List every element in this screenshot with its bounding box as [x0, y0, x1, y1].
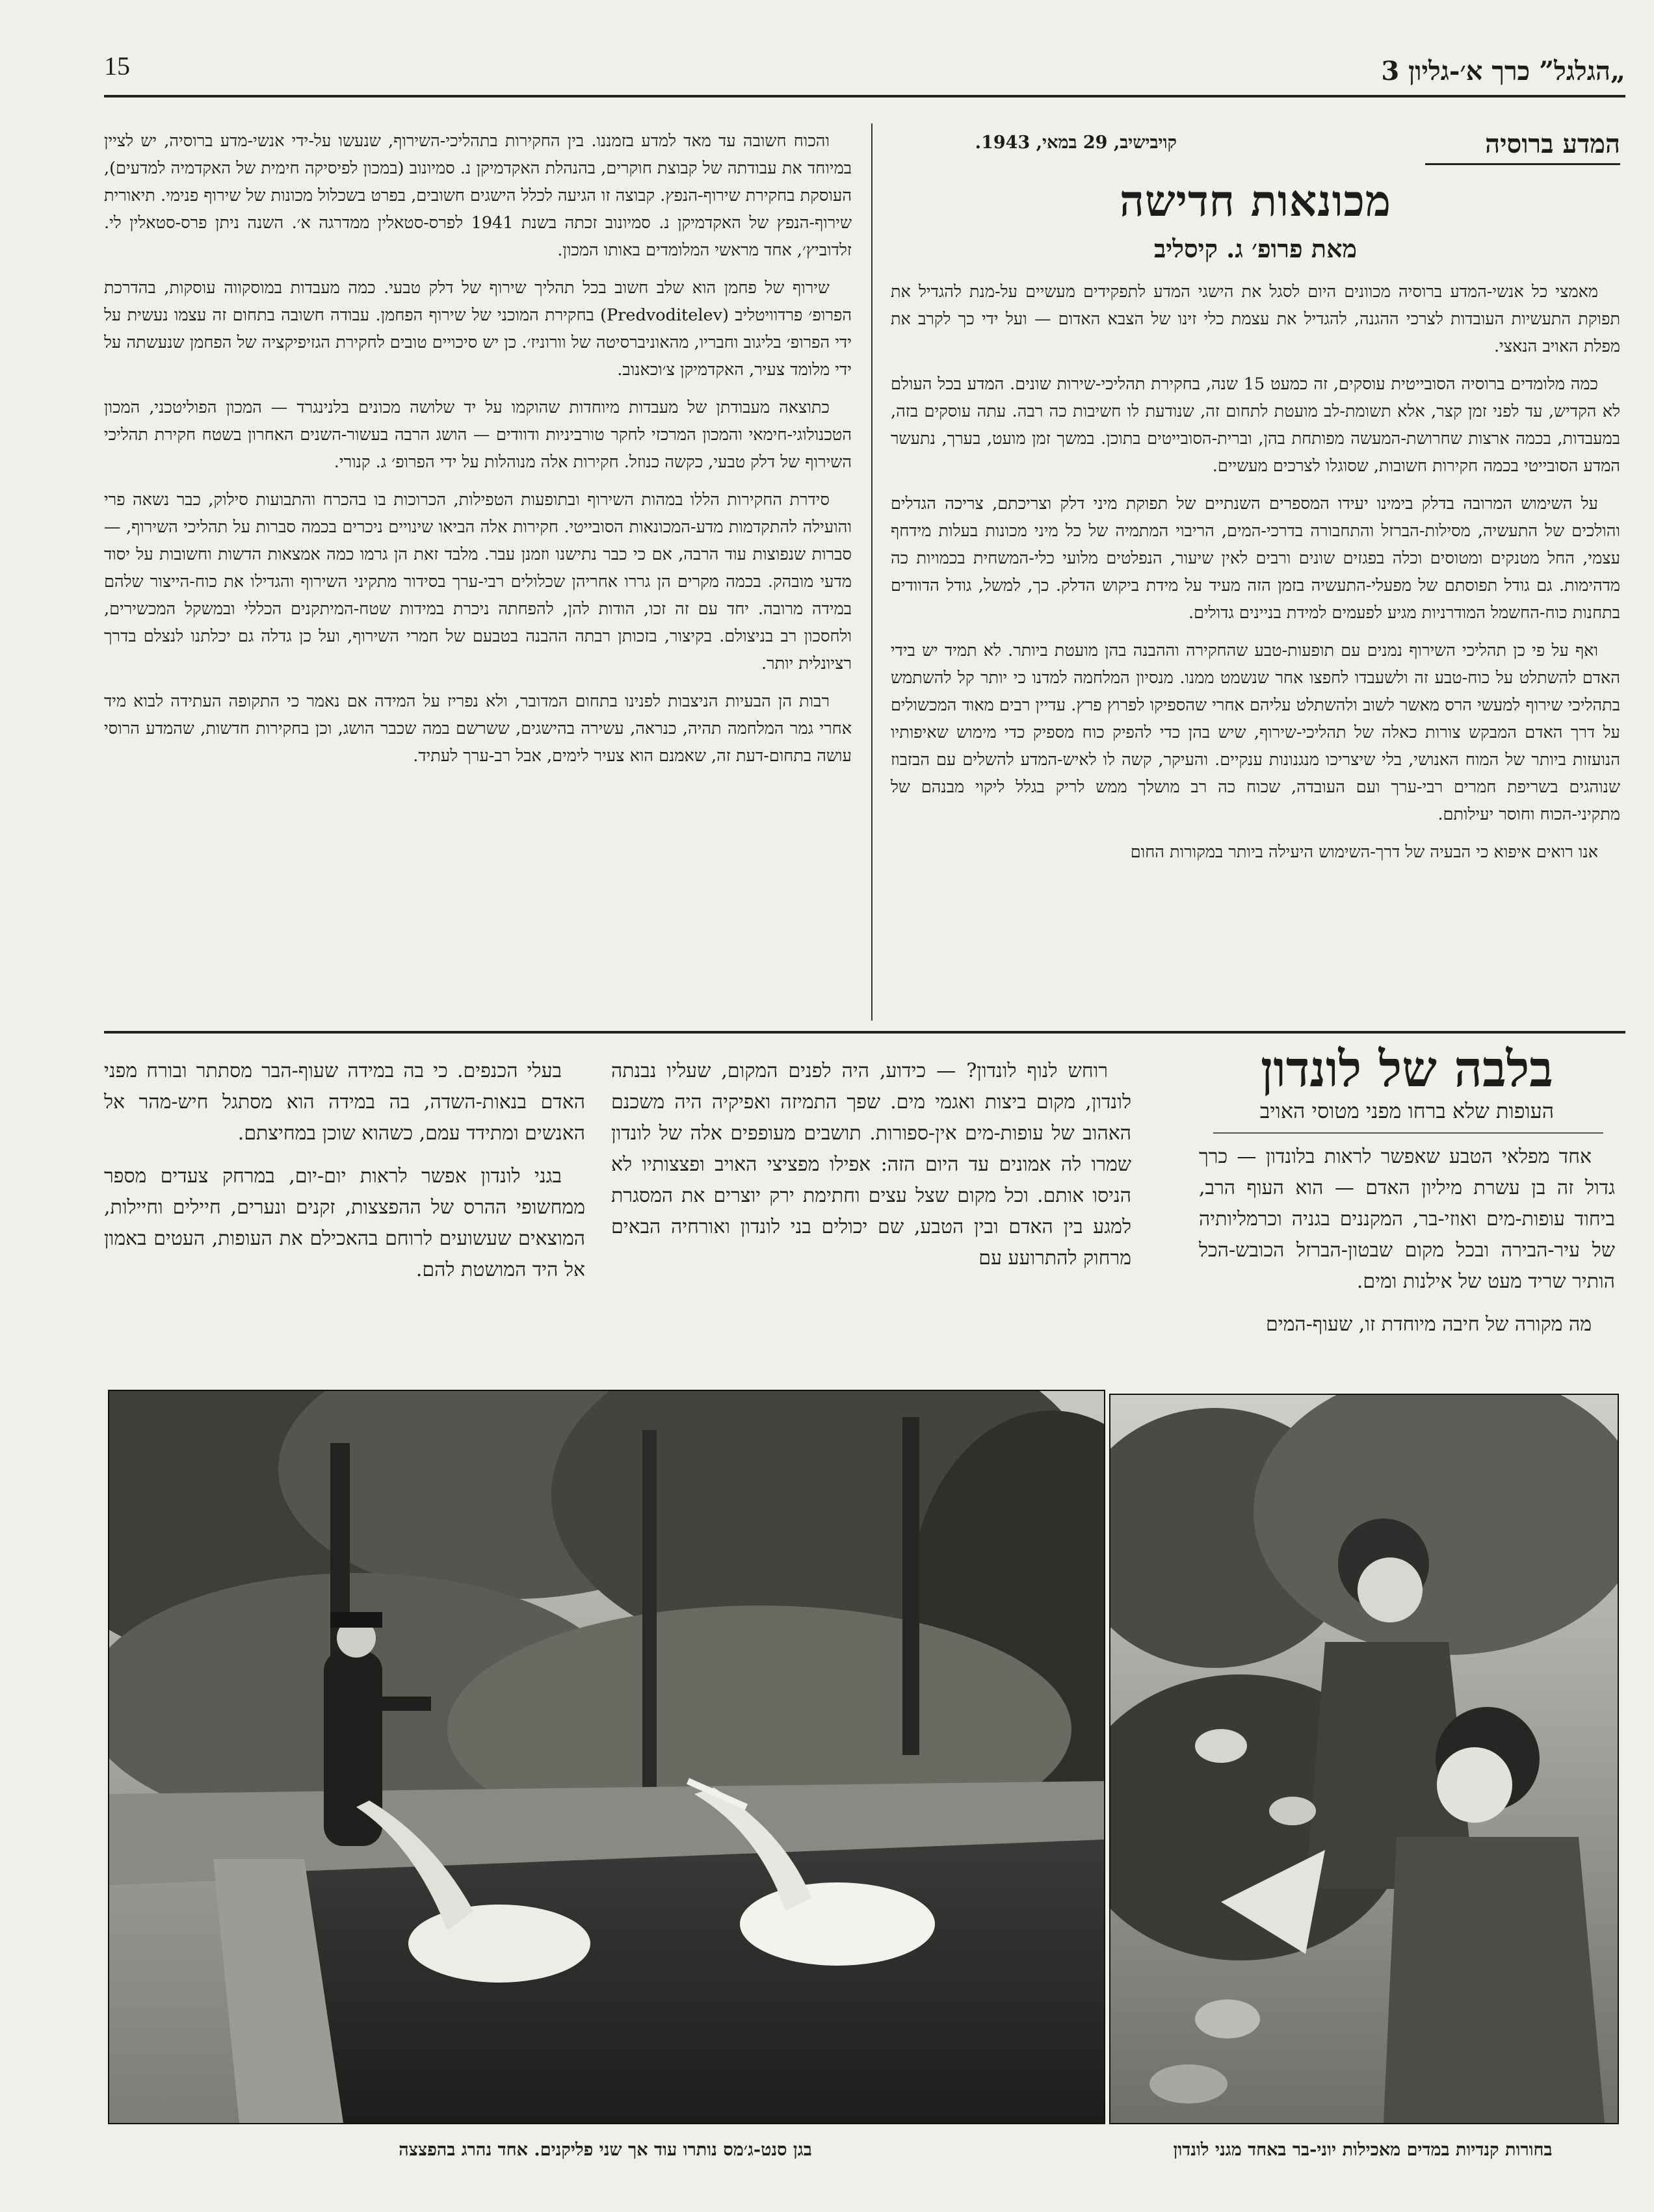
- column-divider: [871, 124, 873, 1021]
- article1-left-column: [104, 127, 852, 780]
- pigeons-photo: [1109, 1394, 1619, 2124]
- paragraph: בגני לונדון אפשר לראות יום-יום, במרחק צעדים מספר ממחשופי ההרס של ההפצצות, זקנים ונערים, חיילים וחיילות, המוצאים שעשועים לרוחם בהאכילם את העופות, העטים באמון אל היד המושטת להם.: [104, 1165, 585, 1281]
- pelicans-photo-image: [109, 1391, 1104, 2123]
- paragraph: ואף על פי כן תהליכי השירוף נמנים עם תופעות-טבע שהחקירה וההבנה בהן מועטת ביותר. לא תמיד יש בידי האדם להשתלט על כוח-טבע זה ולשעבדו לחפצו אחר שנשמט ממנו. מנסיון המלחמה למדנו כי יותר קל להשתמש בתהליכי שירוף למעשי הרס מאשר לשוב ולהשתלט עליהם אחרי שהספיקו לפרוץ פרץ. עדיין רבים מאוד המכשולים על דרך האדם המבקש צורות כאלה של תהליכי-שירוף, שיש בהן כדי להפיק כוח מספיק כדי מימוש שאיפותיו הנועזות ביותר של המוח האנושי, בלי שיצריכו מנגנונות ענקיים. והעיקר, קשה לו לאיש-המדע להשלים עם הבזבוז שנוהגים בשריפת חמרים רבי-ערך ועם העובדה, שכוח כה רב מושלך ממש לריק בגלל ליקוי מבנהם של מתקיני-הכוח וחוסר יעילותם.: [891, 641, 1620, 824]
- paragraph: רוחש לנוף לונדון? — כידוע, היה לפנים המקום, שעליו נבנתה לונדון, מקום ביצות ואגמי מים. שפך התמיזה ואפיקיה היה משכנם האהוב של עופות-מים אין-ספורות. תושבים מעופפים אלה של לונדון שמרו לה אמונים עד היום הזה: אפילו מפציצי האויב ופצצותיו לא הניסו אותם. וכל מקום שצל עצים וחתימת ירק יוצרים את המסגרת למגע בין האדם ובין הטבע, שם יכולים בני לונדון ואורחיה הבאים מרחוק להתרועע עם: [611, 1060, 1131, 1269]
- paragraph: כתוצאה מעבודתן של מעבדות מיוחדות שהוקמו על יד שלושה מכונים בלנינגרד — המכון הפוליטכני, המכון הטכנולוגי-חימאי והמכון המרכזי לחקר טורביניות ודוודים — הושג הרבה בעשור-השנים האחרון בשטח חקירת תהליכי השירוף של דלק טבעי, כקשה כנוזל. חקירות אלה מנוהלות על ידי הפרופ׳ ג. קנורי.: [104, 398, 852, 472]
- paragraph: מה מקורה של חיבה מיוחדת זו, שעוף-המים: [1266, 1313, 1592, 1336]
- article2-left-column: [104, 1056, 585, 1297]
- running-head: „הגלגל” כרך א׳-גליון 3: [1381, 56, 1625, 86]
- pigeons-photo-caption: בחורות קנדיות במדים מאכילות יוני-בר באחד מגני לונדון: [1173, 2140, 1553, 2160]
- section-rule: [104, 1031, 1625, 1034]
- paragraph: אנו רואים איפוא כי הבעיה של דרך-השימוש היעילה ביותר במקורות החום: [1130, 842, 1598, 862]
- subtitle-rule: [1213, 1132, 1603, 1134]
- page-number: 15: [104, 51, 130, 81]
- article2-subtitle: העופות שלא ברחו מפני מטוסי האויב: [1259, 1099, 1555, 1123]
- paragraph: סידרת החקירות הללו במהות השירוף ובתופעות הטפילות, הכרוכות בו בהכרח והתבועות סילוק, כבר נשאה פרי והועילה להתקדמות מדע-המכונאות הסובייטי. חקירות אלה הביאו שינויים ניכרים בכמה סברות על תהליכי השירוף, — סברות שנפוצות עוד הרבה, אם כי כבר נתישנו וזמנן עבר. מלבד זאת הן גרמו כמה אמצאות הדשות וחשובות על יסוד מדעי מובהק. בכמה מקרים הן גררו אחריהן שכלולים רבי-ערך בסידור מתקיני השירוף והגדילו את כוח-הייצור שלהם במידה מרובה. יחד עם זה זכו, הודות להן, להפחתה ניכרת במידות שטח-המיתקנים הכללי ובמשקל המכשירים, ולחסכון רב בניצולם. בקיצור, בזכותן רבתה ההבנה בטבעם של חמרי השירוף, ועל כן גדלה גם יכלתנו לנצלם בדרך רציונלית יותר.: [104, 490, 852, 673]
- article-title: מכונאות חדישה: [1119, 176, 1392, 226]
- header-rule: [104, 95, 1625, 98]
- article2-right-column: [1199, 1141, 1615, 1352]
- article2-title: בלבה של לונדון: [1261, 1040, 1553, 1098]
- pelicans-photo-caption: בגן סנט-ג׳מס נותרו עוד אך שני פליקנים. אחד נהרג בהפצצה: [399, 2140, 812, 2160]
- paragraph: והכוח חשובה עד מאד למדע בזמננו. בין החקירות בתהליכי-השירוף, שנעשו על-ידי אנשי-מדע ברוסיה, יש לציין במיוחד את עבודתה של קבוצת חוקרים, בהנהלת האקדמיקן נ. סמיונוב (במכון לפיסיקה חימית של האקדמיה למדעים), העוסקת בחקירת שירוף-הנפץ. קבוצה זו הגיעה לכלל הישגים חשובים, בפרט בשכלול מכונות של שירוף פנימי. תיאורית שירוף-הנפץ של האקדמיקן נ. סמיונוב זכתה בשנת 1941 לפרס-סטאלין ממדרגה א׳. השנה ניתן פרס-סטאלין לי. זלדוביץ׳, אחד מראשי המלומדים באותו המכון.: [104, 131, 852, 260]
- paragraph: בעלי הכנפים. כי בה במידה שעוף-הבר מסתתר ובורח מפני האדם בנאות-השדה, בה במידה הוא מסתגל חיש-מהר אל האנשים ומתידד עמם, כשהוא שוכן במחיצתם.: [104, 1060, 585, 1145]
- section-label: המדע ברוסיה: [1425, 129, 1620, 165]
- pigeons-photo-image: [1110, 1395, 1618, 2123]
- paragraph: על השימוש המרובה בדלק בימינו יעידו המספרים השנתיים של תפוקת מיני דלק וצריכתם, צריכה הגדלים והולכים של התעשיה, מסילות-הברזל והתחבורה בדרכי-המים, הריבוי המתמיה של כל מיני מכונות בעלות מידחף עצמי, החל מטנקים ומטוסים וכלה בפגזים שונים ורבים לאין שיעור, הנפלטים מלועי כלי-המשחית בכמויות כה מדהימות. גם גודל תפוסתם של מפעלי-התעשיה בזמן הזה מעיד על מידת ביקוש הדלק. כך, למשל, גודל הדוודים בתחנות כוח-החשמל המודרניות מגיע לפעמים למידת בניינים גדולים.: [891, 494, 1620, 623]
- article2-middle-column: [611, 1056, 1131, 1286]
- paragraph: שירוף של פחמן הוא שלב חשוב בכל תהליך שירוף של דלק טבעי. כמה מעבדות במוסקווה עוסקות, בהדרכת הפרופ׳ פרדוויטליב (Predvoditelev) בחקירת המוכני של שירוף הפחמן. עבודה חשובה בתחום זה עצמו נעשית על ידי הפרופ׳ בליגוב וחבריו, מהאוניברסיטה של וורוניז׳. כן יש סיכויים טובים לחקירת הגזיפיקציה של הפחמן שנעשתה על ידי מלומד צעיר, האקדמיקן צ׳וכאנוב.: [104, 278, 852, 380]
- paragraph: אחד מפלאי הטבע שאפשר לראות בלונדון — כרך גדול זה בן עשרת מיליון האדם — הוא העוף הרב, ביחוד עופות-מים ואוזי-בר, המקננים בגניה וכרמליותיה של עיר-הבירה ובכל מקום שבטון-הברזל הכובש-הכל הותיר שריד מעט של אילנות ומים.: [1199, 1145, 1615, 1293]
- paragraph: כמה מלומדים ברוסיה הסובייטית עוסקים, זה כמעט 15 שנה, בחקירת תהליכי-שירות שונים. המדע בכל העולם לא הקדיש, עד לפני זמן קצר, אלא תשומת-לב מועטת לתחום זה, שנודעת לו חשיבות כה רבה. עתה עוסקים בזה, במעבדות, בכמה ארצות שחרושת-המעשה מפותחת בהן, וברית-הסובייטים בתוכן. במשך זמן מועט, בערך, נתעשר המדע הסובייטי בכמה חקירות חשובות, שסוגלו לצרכים מעשיים.: [891, 374, 1620, 476]
- article1-right-column: [891, 278, 1620, 876]
- paragraph: רבות הן הבעיות הניצבות לפנינו בתחום המדובר, ולא נפריז על המידה אם נאמר כי התקופה העתידה לבוא מיד אחרי גמר המלחמה תהיה, כנראה, עשירה בהישגים, ששרשם במה שכבר הושג, וכן בחקירות חדשות, שהמדע הרוסי עושה בתחום-דעת זה, שאמנם הוא צעיר לימים, אבל רב-ערך לעתיד.: [104, 692, 852, 766]
- article-byline: מאת פרופ׳ ג. קיסליב: [1153, 234, 1358, 263]
- pelicans-photo: [108, 1390, 1105, 2124]
- paragraph: מאמצי כל אנשי-המדע ברוסיה מכוונים היום לסגל את הישגי המדע לתפקידים מעשיים על-מנת להגדיל את תפוקת התעשיות העובדות לצרכי ההגנה, להגדיל את עצמת כלי זינו של הצבא האדום — ועל ידי כך לקרב את מפלת האויב הנאצי.: [891, 282, 1620, 356]
- dateline: קויבישיב, 29 במאי, 1943.: [975, 133, 1177, 153]
